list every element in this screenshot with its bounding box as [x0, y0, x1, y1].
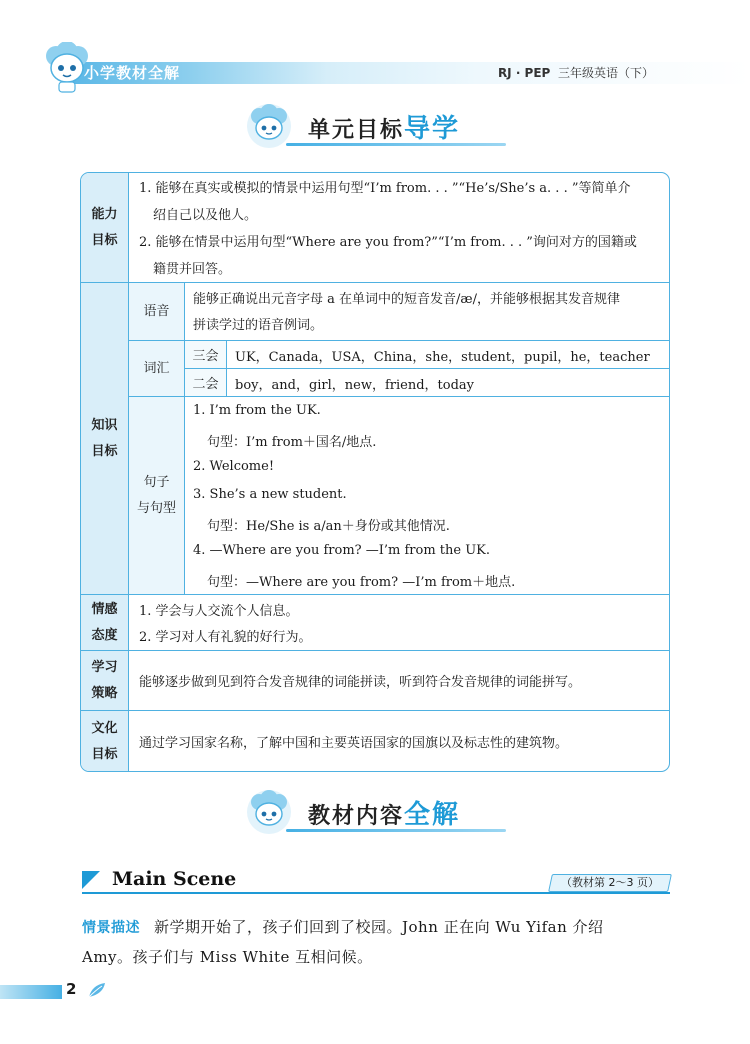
sentence-line: 2. Welcome!	[193, 459, 275, 474]
footer-bar	[0, 985, 62, 999]
category-attitude: 情感 态度	[81, 595, 129, 651]
content-title-highlight: 全解	[404, 800, 461, 830]
sentence-pattern: 句型：He/She is a/an＋身份或其他情况.	[207, 519, 450, 534]
goals-title-plain: 单元目标	[308, 118, 405, 143]
phonics-content	[185, 283, 670, 341]
scene-text: 新学期开始了，孩子们回到了校园。John 正在向 Wu Yifan 介绍	[154, 918, 604, 936]
scene-description-line	[82, 916, 672, 937]
sentence-line: 3. She’s a new student.	[193, 487, 347, 502]
main-scene-title: Main Scene	[112, 868, 237, 890]
phonics-line: 拼读学过的语音例词。	[193, 318, 324, 333]
subcategory-phonics: 语音	[129, 283, 185, 341]
subcategory-sentences: 句子 与句型	[129, 397, 185, 595]
scene-description-line	[82, 946, 672, 967]
ability-line: 籍贯并回答。	[153, 262, 232, 277]
content-title	[308, 794, 460, 831]
vocab-words: UK，Canada，USA，China，she，student，pupil，he，teacher	[235, 350, 650, 365]
header-edition	[498, 62, 654, 84]
sentences-content	[185, 397, 670, 595]
edition-label: RJ · PEP	[497, 66, 551, 80]
unit-goals-table	[80, 172, 670, 772]
vocab-words: boy，and，girl，new，friend，today	[235, 378, 475, 393]
ability-content	[129, 173, 670, 283]
ability-line: 2. 能够在情景中运用句型“Where are you from?”“I’m from. . . ”询问对方的国籍或	[139, 235, 637, 250]
page-number: 2	[66, 980, 77, 998]
ability-line: 1. 能够在真实或模拟的情景中运用句型“I’m from. . . ”“He’s/She’s a. . . ”等简单介	[139, 181, 631, 196]
phonics-line: 能够正确说出元音字母 a 在单词中的短音发音/æ/，并能够根据其发音规律	[193, 292, 620, 307]
attitude-line: 2. 学习对人有礼貌的好行为。	[139, 630, 312, 645]
scene-rule	[82, 892, 670, 894]
book-title: 小学教材全解	[84, 64, 181, 82]
strategy-text: 能够逐步做到见到符合发音规律的词能拼读，听到符合发音规律的词能拼写。	[139, 675, 582, 690]
goals-section-heading	[244, 104, 514, 148]
vocab-level-two: 二会	[185, 369, 227, 397]
attitude-content	[129, 595, 670, 651]
ability-line: 绍自己以及他人。	[153, 208, 258, 223]
vocab-words-two	[227, 369, 670, 397]
sentence-line: 4. —Where are you from? —I’m from the UK.	[193, 543, 491, 558]
category-ability: 能力 目标	[81, 173, 129, 283]
sentence-pattern: 句型：—Where are you from? —I’m from＋地点.	[207, 575, 516, 590]
textbook-pages-tag: （教材第 2～3 页）	[548, 874, 672, 892]
scene-label: 情景描述	[82, 920, 140, 936]
content-section-heading	[244, 790, 514, 834]
culture-content	[129, 711, 670, 772]
culture-text: 通过学习国家名称，了解中国和主要英语国家的国旗以及标志性的建筑物。	[139, 736, 569, 751]
category-culture: 文化 目标	[81, 711, 129, 772]
subcategory-vocab: 词汇	[129, 341, 185, 397]
content-title-plain: 教材内容	[308, 804, 405, 829]
scene-text: Amy。孩子们与 Miss White 互相问候。	[82, 948, 373, 966]
sentence-pattern: 句型：I’m from＋国名/地点.	[207, 435, 377, 450]
main-scene-bar	[82, 868, 670, 894]
corner-triangle-icon	[82, 871, 100, 889]
vocab-words-three	[227, 341, 670, 369]
grade-subject: 三年级英语（下）	[557, 66, 654, 80]
sentence-line: 1. I’m from the UK.	[193, 403, 321, 418]
vocab-level-three: 三会	[185, 341, 227, 369]
category-strategy: 学习 策略	[81, 651, 129, 711]
leaf-icon	[86, 980, 108, 1000]
attitude-line: 1. 学会与人交流个人信息。	[139, 604, 299, 619]
category-knowledge: 知识 目标	[81, 283, 129, 595]
goals-title-highlight: 导学	[404, 114, 461, 144]
goals-title	[308, 108, 460, 145]
strategy-content	[129, 651, 670, 711]
